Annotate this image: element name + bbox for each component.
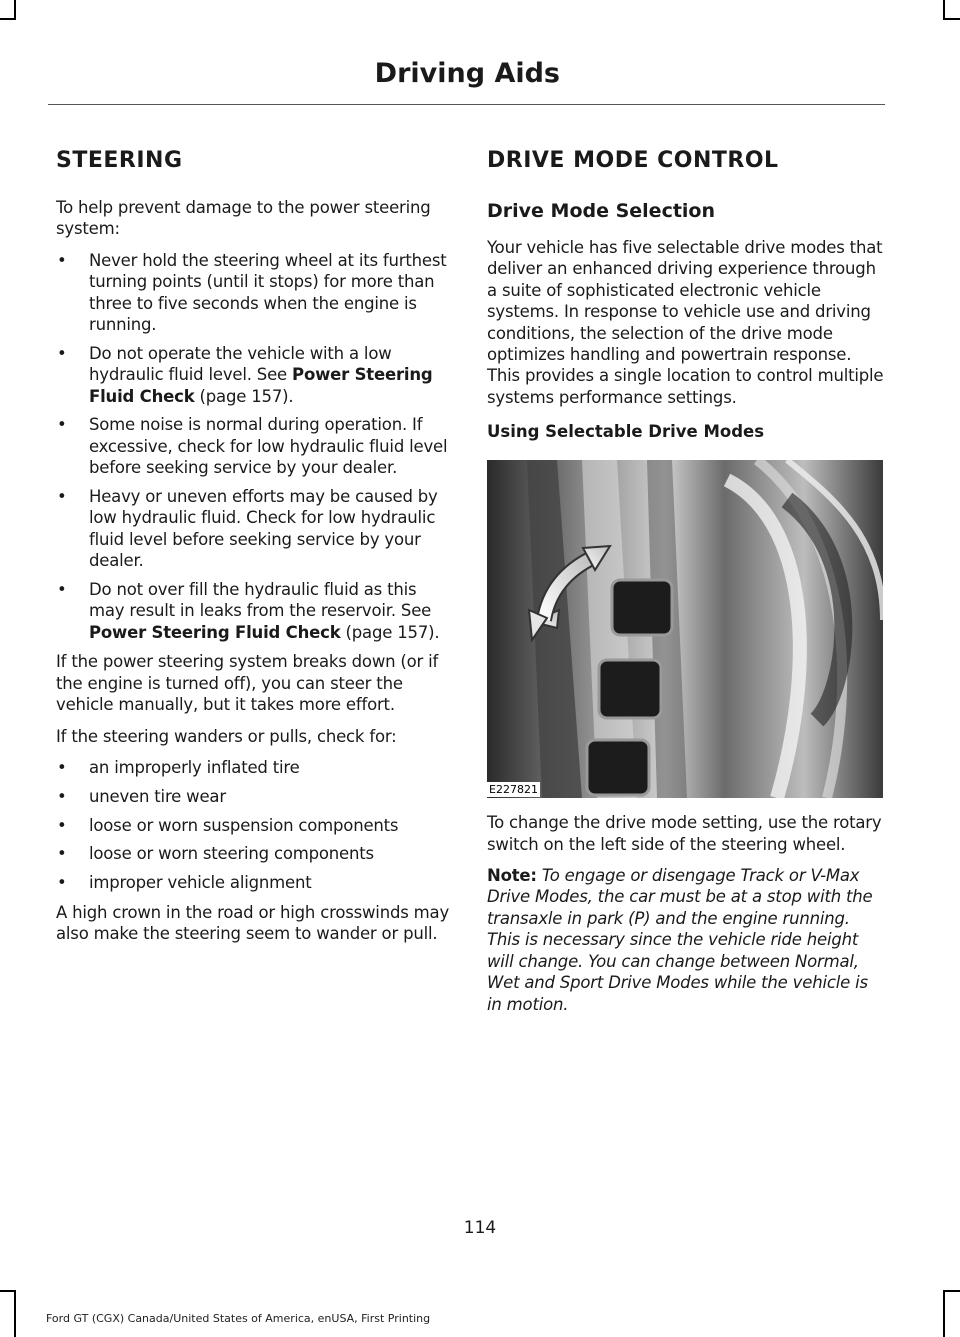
bullet-glyph: • <box>57 580 67 600</box>
note-text: To engage or disengage Track or V-Max Drive Modes, the car must be at a stop with the transaxle in park (P) and the engine running. This is necessary since the vehicle ride height will change. You can change between Normal, Wet and Sport Drive Modes while the vehicle is in motion. <box>487 866 873 1014</box>
cross-reference-link[interactable]: Power Steering Fluid Check <box>89 365 433 406</box>
list-item: • Do not over fill the hydraulic fluid as this may result in leaks from the reservoir. See Power Steering Fluid Check (page 157). <box>57 580 440 642</box>
page-number: 114 <box>463 1218 497 1238</box>
crop-mark <box>943 18 960 20</box>
bullet-glyph: • <box>57 415 67 435</box>
page-header-title: Driving Aids <box>374 58 560 89</box>
bullet-glyph: • <box>57 786 67 806</box>
steering-precautions-list <box>56 250 450 643</box>
crop-mark <box>14 0 16 20</box>
list-item: • loose or worn steering components <box>57 844 374 864</box>
cross-reference-link[interactable]: Power Steering Fluid Check <box>89 622 341 642</box>
crop-mark <box>14 1290 16 1337</box>
drive-mode-heading: DRIVE MODE CONTROL <box>487 148 779 173</box>
crop-mark <box>943 1290 945 1337</box>
header-divider <box>48 104 885 105</box>
bullet-glyph: • <box>57 250 67 270</box>
list-item: • improper vehicle alignment <box>57 873 312 893</box>
bullet-glyph: • <box>57 487 67 507</box>
list-item: • Never hold the steering wheel at its furthest turning points (until it stops) for more than three to five seconds when the engine is running. <box>57 250 447 335</box>
figure-id-label: E227821 <box>489 783 538 797</box>
drive-mode-paragraph: Your vehicle has five selectable drive modes that deliver an enhanced driving experience through a suite of sophisticated electronic vehicle systems. In response to vehicle use and driving conditions, the selection of the drive mode optimizes handling and powertrain response. This provides a single location to control multiple systems performance settings. <box>487 238 884 407</box>
list-item: • uneven tire wear <box>57 786 226 806</box>
drive-mode-subheading: Drive Mode Selection <box>487 200 716 222</box>
steering-heading: STEERING <box>56 148 183 173</box>
rotary-switch-graphic <box>487 460 883 798</box>
rotary-switch-illustration <box>487 460 883 798</box>
bullet-glyph: • <box>57 343 67 363</box>
drive-mode-note <box>487 865 885 1015</box>
list-item: • Heavy or uneven efforts may be caused by low hydraulic fluid. Check for low hydraulic fluid level before seeking service by your dealer. <box>57 487 438 571</box>
crop-mark <box>0 1290 16 1292</box>
bullet-glyph: • <box>57 757 67 777</box>
selectable-modes-subheading: Using Selectable Drive Modes <box>487 422 765 442</box>
steering-paragraph: If the power steering system breaks down (or if the engine is turned off), you can steer the vehicle manually, but it takes more effort. <box>56 652 439 715</box>
steering-paragraph: A high crown in the road or high crosswinds may also make the steering seem to wander or pull. <box>56 902 450 943</box>
crop-mark <box>943 0 945 20</box>
steering-check-list <box>56 757 450 894</box>
list-item: • an improperly inflated tire <box>57 757 300 777</box>
list-item: • Do not operate the vehicle with a low hydraulic fluid level. See Power Steering Fluid Check (page 157). <box>57 343 433 406</box>
list-item: • Some noise is normal during operation. If excessive, check for low hydraulic fluid level before seeking service by your dealer. <box>57 415 448 478</box>
note-label: Note: <box>487 866 537 886</box>
left-column <box>56 145 450 954</box>
bullet-glyph: • <box>57 873 67 893</box>
footer-text: Ford GT (CGX) Canada/United States of America, enUSA, First Printing <box>46 1312 431 1325</box>
crop-mark <box>0 18 16 20</box>
steering-intro: To help prevent damage to the power steering system: <box>56 198 431 239</box>
list-item: • loose or worn suspension components <box>57 815 399 835</box>
drive-mode-paragraph: To change the drive mode setting, use the rotary switch on the left side of the steering wheel. <box>487 813 882 854</box>
bullet-glyph: • <box>57 844 67 864</box>
right-column <box>487 145 885 1025</box>
crop-mark <box>943 1290 960 1292</box>
bullet-glyph: • <box>57 815 67 835</box>
steering-paragraph: If the steering wanders or pulls, check for: <box>56 726 397 746</box>
